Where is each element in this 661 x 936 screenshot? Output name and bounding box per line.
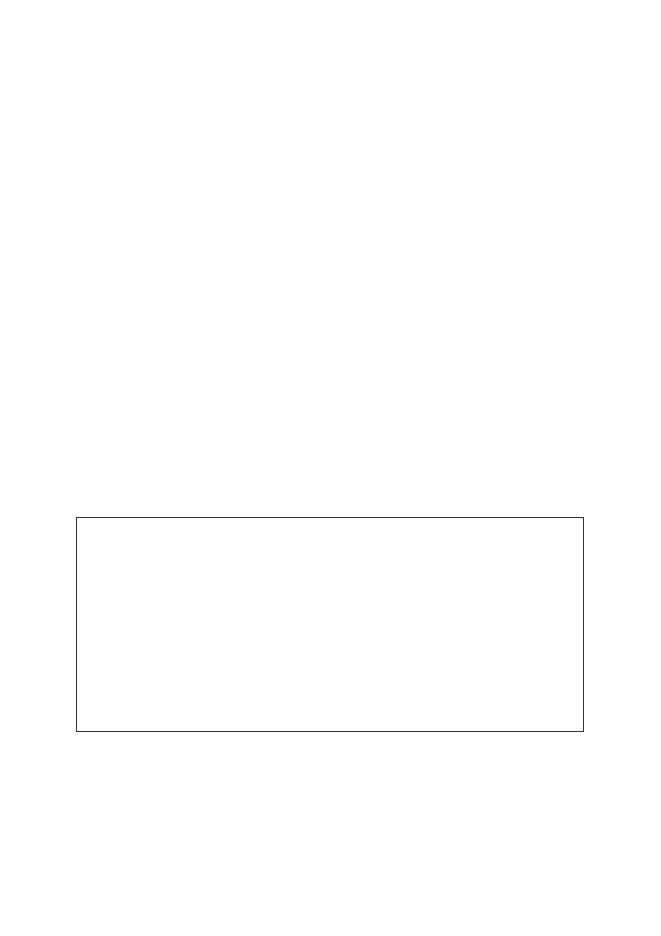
section-9-body (77, 775, 582, 782)
maintenance-recommendations-box (76, 517, 584, 732)
